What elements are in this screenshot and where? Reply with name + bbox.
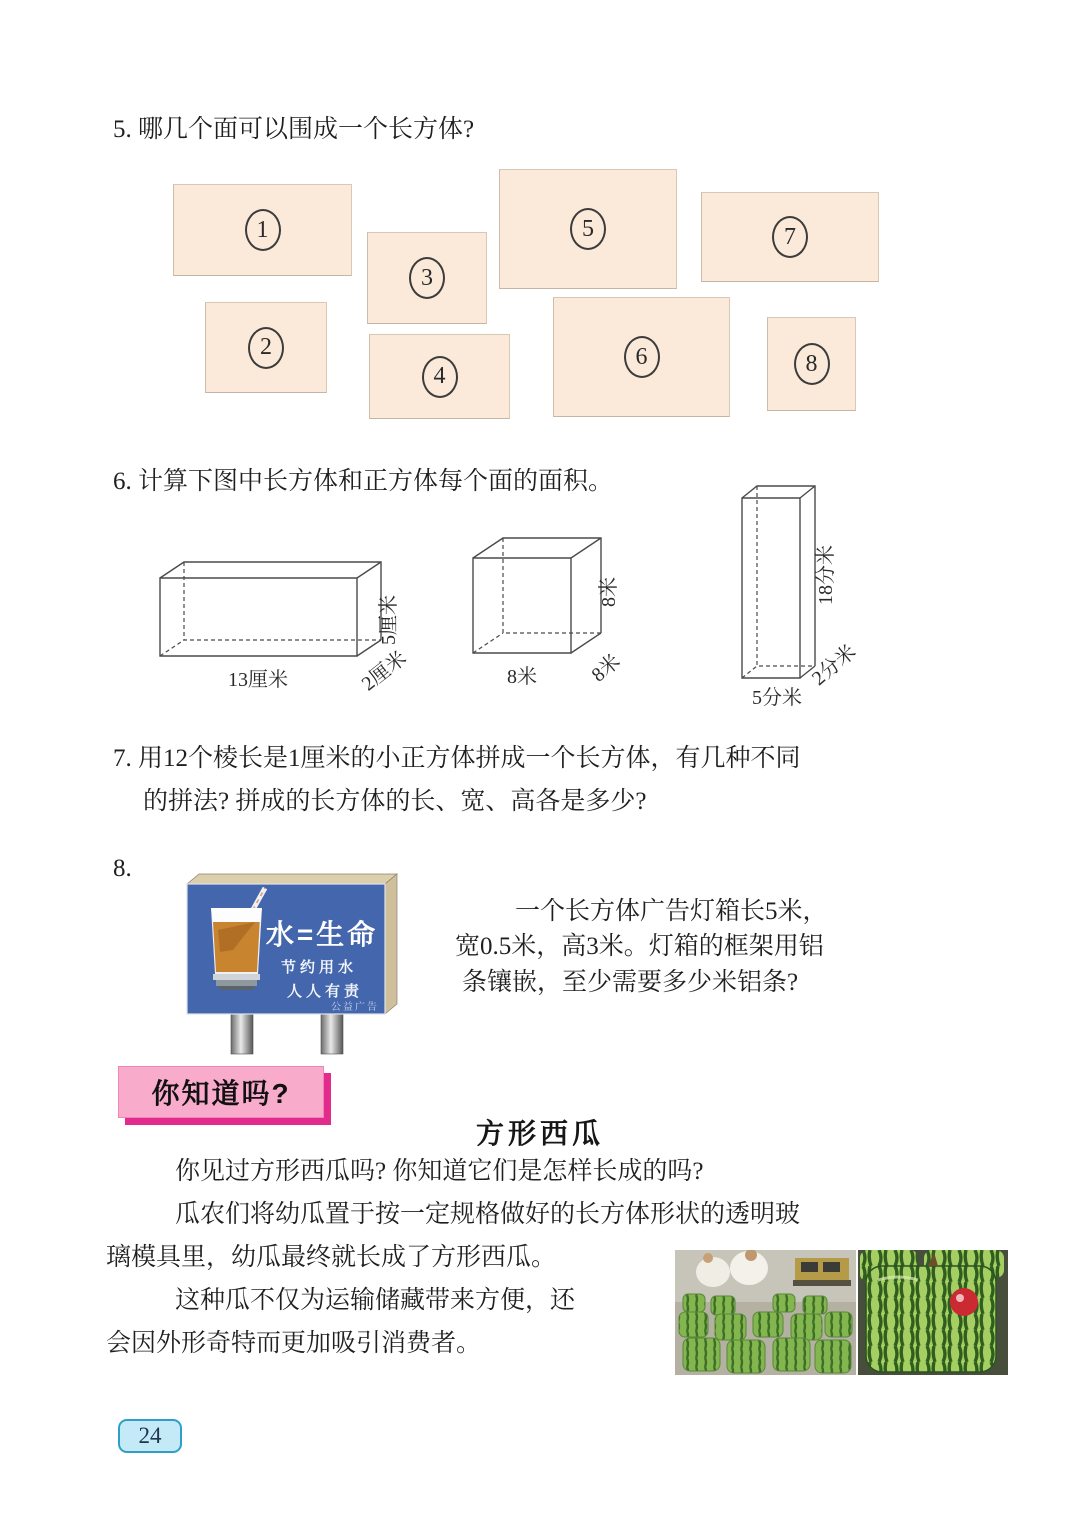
question7-line2: 的拼法? 拼成的长方体的长、宽、高各是多少? xyxy=(143,788,647,815)
face-rectangle-6 xyxy=(553,297,730,417)
billboard-credit: 公益广告 xyxy=(331,1002,379,1013)
know-paragraph1: 你见过方形西瓜吗? 你知道它们是怎样长成的吗? xyxy=(175,1158,704,1185)
face-number: 3 xyxy=(409,257,445,299)
know-paragraph2-line2: 璃模具里，幼瓜最终就长成了方形西瓜。 xyxy=(106,1244,557,1271)
billboard-slogan: 水=生命 xyxy=(265,919,379,950)
billboard-sub2: 人人有责 xyxy=(286,983,364,1000)
box1-depth-label: 2厘米 xyxy=(357,647,411,696)
face-rectangle-8 xyxy=(767,317,856,411)
box3-height-label: 18分米 xyxy=(815,545,837,605)
question8-line2: 宽0.5米，高3米。灯箱的框架用铝 xyxy=(455,933,824,960)
billboard-illustration xyxy=(185,872,403,1057)
face-rectangle-4 xyxy=(369,334,510,419)
cuboid-figure-1 xyxy=(150,540,430,705)
did-you-know-badge: 你知道吗? xyxy=(118,1066,324,1118)
face-number: 6 xyxy=(624,336,660,378)
billboard-top-edge xyxy=(187,874,397,884)
face-number: 8 xyxy=(794,343,830,385)
billboard-right-edge xyxy=(385,874,397,1014)
question5-text: 5. 哪几个面可以围成一个长方体? xyxy=(113,116,475,143)
face-number: 1 xyxy=(245,209,281,251)
box1-height-label: 5厘米 xyxy=(378,595,400,645)
face-rectangle-7 xyxy=(701,192,879,282)
billboard-sub1: 节约用水 xyxy=(280,959,358,976)
box1-length-label: 13厘米 xyxy=(228,669,288,691)
cube-height-label: 8米 xyxy=(598,577,620,607)
billboard-post-right xyxy=(321,1012,343,1054)
cube-figure xyxy=(455,528,690,696)
square-watermelons-warehouse-photo xyxy=(675,1250,856,1375)
question6-text: 6. 计算下图中长方体和正方体每个面的面积。 xyxy=(113,468,614,495)
question7-line1: 7. 用12个棱长是1厘米的小正方体拼成一个长方体，有几种不同 xyxy=(113,745,801,772)
face-number: 4 xyxy=(422,356,458,398)
page-number-badge: 24 xyxy=(118,1419,182,1453)
question8-line3: 条镶嵌，至少需要多少米铝条? xyxy=(462,969,799,996)
face-rectangle-2 xyxy=(205,302,327,393)
cuboid-figure-2 xyxy=(720,472,920,720)
face-rectangle-3 xyxy=(367,232,487,324)
question8-line1: 一个长方体广告灯箱长5米， xyxy=(515,898,828,925)
billboard-post-left xyxy=(231,1012,253,1054)
know-paragraph2-line1: 瓜农们将幼瓜置于按一定规格做好的长方体形状的透明玻 xyxy=(175,1201,801,1228)
face-rectangle-1 xyxy=(173,184,352,276)
face-number: 2 xyxy=(248,327,284,369)
face-number: 5 xyxy=(570,208,606,250)
square-watermelon-closeup-photo xyxy=(858,1250,1008,1375)
face-number: 7 xyxy=(772,216,808,258)
question8-number: 8. xyxy=(113,855,132,882)
know-paragraph3-line1: 这种瓜不仅为运输储藏带来方便，还 xyxy=(175,1287,576,1314)
section-title: 方形西瓜 xyxy=(475,1118,604,1149)
face-rectangle-5 xyxy=(499,169,677,289)
box3-length-label: 5分米 xyxy=(752,687,802,709)
box3-depth-label: 2分米 xyxy=(807,640,861,690)
cube-depth-label: 8米 xyxy=(587,650,625,687)
know-paragraph3-line2: 会因外形奇特而更加吸引消费者。 xyxy=(106,1330,482,1357)
cube-length-label: 8米 xyxy=(507,666,537,688)
